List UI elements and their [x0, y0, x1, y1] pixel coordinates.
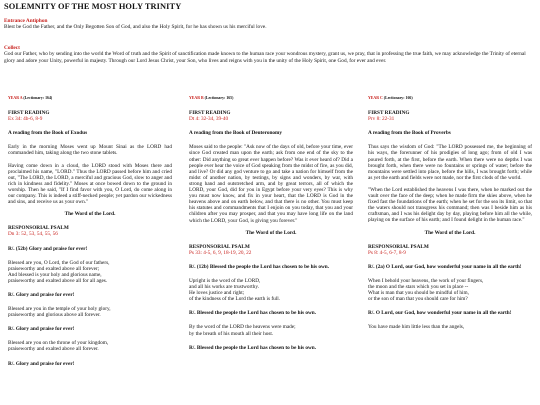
reading-paragraph: Thus says the wisdom of God: "The LORD possessed me, the beginning of his ways, the forerunner of his prodigies of long ago; from of old I was poured forth, at the first, before the earth. When there were no depths I was brought forth, when there were no fountains or springs of water; before the mountains were settled into place, before the hills, I was brought forth; while as yet the earth and fields were not made, nor the first clods of the world.	[368, 144, 532, 181]
psalm-line: and all his works are trustworthy.	[189, 284, 259, 291]
psalm-line: or the son of man that you should care for him?	[368, 296, 468, 303]
reading-column-3	[368, 95, 532, 405]
entrance-antiphon	[4, 18, 536, 31]
reading-paragraph: "When the Lord established the heavens I was there, when he marked out the vault over the face of the deep; when he made firm the skies above, when he fixed fast the foundations of the earth; when he set for the sea its limit, so that the waters should not transgress his command; then was I beside him as his craftsman, and I was his delight day by day, playing before him all the while, playing on the surface of his earth; and I found delight in the human race."	[368, 186, 532, 224]
psalm-response: R/. (52b) Glory and praise for ever!	[8, 245, 88, 252]
reading-intro: A reading from the Book of Exodus	[8, 130, 88, 137]
year-header	[368, 95, 532, 101]
psalm-response-repeat: R/. Glory and praise for ever!	[8, 291, 75, 298]
year-label: YEAR A	[8, 96, 23, 100]
first-reading-ref: Prv 8: 22-31	[368, 116, 395, 123]
psalm-response-repeat: R/. Glory and praise for ever!	[8, 326, 75, 333]
reading-paragraph: Having come down in a cloud, the LORD stood with Moses there and proclaimed his name, "LORD." Thus the LORD passed before him and cried out, "The LORD, the LORD, a merciful and gracious God, slow to anger and rich in kindness and fidelity." Moses at once bowed down to the ground in worship. Then he said, "If I find favor with you, O Lord, do come along in our company. This is indeed a stiff-necked people; yet pardon our wickedness and sins, and receive us as your own."	[8, 162, 172, 206]
psalm-response-repeat: R/. Blessed the people the Lord has chosen to be his own.	[189, 344, 317, 351]
psalm-line: What is man that you should be mindful of him,	[368, 290, 469, 297]
page-title: SOLEMNITY OF THE MOST HOLY TRINITY	[4, 2, 182, 11]
word-of-the-lord: The Word of the Lord.	[424, 229, 476, 236]
psalm-response: R/. (12b) Blessed the people the Lord has chosen to be his own.	[189, 263, 330, 270]
psalm-line: You have made him little less than the angels,	[368, 324, 465, 331]
psalm-line: By the word of the LORD the heavens were made;	[189, 324, 296, 331]
first-reading-label: FIRST READING	[368, 110, 410, 117]
psalm-ref: Ps 8: 4-5, 6-7, 8-9	[368, 249, 406, 256]
psalm-label: RESPONSORIAL PSALM	[8, 225, 69, 232]
first-reading-ref: Ex 34: 4b-6, 8-9	[8, 116, 43, 123]
psalm-line: Upright is the word of the LORD,	[189, 277, 261, 284]
psalm-stanza	[8, 306, 172, 318]
psalm-line: praiseworthy and exalted above all forever.	[8, 346, 99, 353]
psalm-line: the moon and the stars which you set in place --	[368, 283, 469, 290]
entrance-antiphon-label: Entrance Antiphon	[4, 18, 48, 24]
year-label: YEAR C	[368, 96, 383, 100]
psalm-response-repeat: R/. Blessed the people the Lord has chosen to be his own.	[189, 310, 317, 317]
first-reading-label: FIRST READING	[8, 110, 50, 117]
psalm-line: praiseworthy and exalted above all forever;	[8, 265, 100, 272]
reading-intro: A reading from the Book of Proverbs	[368, 130, 451, 137]
psalm-line: praiseworthy and exalted above all for all ages.	[8, 277, 108, 284]
psalm-stanza	[8, 260, 172, 284]
psalm-response-repeat: R/. O Lord, our God, how wonderful your name in all the earth!	[368, 310, 512, 317]
psalm-response: R/. (2a) O Lord, our God, how wonderful your name in all the earth!	[368, 263, 522, 270]
psalm-line: Blessed are you in the temple of your holy glory,	[8, 306, 111, 313]
first-reading-label: FIRST READING	[189, 110, 231, 117]
first-reading-ref: Dt 4: 32-34, 39-40	[189, 116, 229, 123]
psalm-stanza	[368, 278, 532, 302]
collect-label: Collect	[4, 45, 20, 51]
psalm-line: by the breath of his mouth all their host.	[189, 330, 274, 337]
reading-paragraph: Early in the morning Moses went up Mount Sinai as the LORD had commanded him, taking along the two stone tablets.	[8, 144, 172, 157]
psalm-response-repeat: R/. Glory and praise for ever!	[8, 360, 75, 367]
psalm-line: He loves justice and right;	[189, 290, 245, 297]
entrance-antiphon-text: Blest be God the Father, and the Only Begotten Son of God, and also the Holy Spirit, for he has shown us his merciful love.	[4, 24, 267, 31]
word-of-the-lord: The Word of the Lord.	[245, 229, 297, 236]
psalm-label: RESPONSORIAL PSALM	[189, 243, 250, 250]
reading-column-2	[189, 95, 353, 405]
psalm-ref: Ps 33: 4-5, 6, 9, 18-19, 20, 22	[189, 249, 252, 256]
lectionary-number: (Lectionary: 164)	[23, 96, 53, 100]
psalm-line: Blessed are you, O Lord, the God of our fathers,	[8, 259, 110, 266]
psalm-line: Blessed are you on the throne of your kingdom,	[8, 340, 109, 347]
reading-intro: A reading from the Book of Deuteronomy	[189, 130, 283, 137]
year-header	[8, 95, 172, 101]
reading-column-1	[8, 95, 172, 405]
word-of-the-lord: The Word of the Lord.	[64, 211, 116, 218]
psalm-line: praiseworthy and glorious above all forever.	[8, 312, 101, 319]
collect-text: God our Father, who by sending into the world the Word of truth and the Spirit of sanctification made known to the human race your wondrous mystery, grant us, we pray, that in professing the true faith, we may acknowledge the Trinity of eternal glory and adore your Unity, powerful in majesty. Through our Lord Jesus Christ, your Son, who lives and reigns with you in the unity of the Holy Spirit, one God, for ever and ever.	[4, 51, 526, 64]
psalm-line: When I behold your heavens, the work of your fingers,	[368, 277, 484, 284]
psalm-line: of the kindness of the Lord the earth is full.	[189, 296, 280, 303]
lectionary-number: (Lectionary: 165)	[204, 96, 234, 100]
psalm-stanza	[8, 340, 172, 352]
psalm-line: And blessed is your holy and glorious name,	[8, 271, 102, 278]
collect	[4, 45, 536, 64]
psalm-label: RESPONSORIAL PSALM	[368, 243, 429, 250]
lectionary-number: (Lectionary: 166)	[383, 96, 413, 100]
psalm-stanza	[189, 278, 353, 302]
reading-paragraph: Moses said to the people: "Ask now of the days of old, before your time, ever since God created man upon the earth; ask from one end of the sky to the other: Did anything so great ever happen before? Was it ever heard of? Did a people ever hear the voice of God speaking from the midst of fire, as you did, and live? Or did any god venture to go and take a nation for himself from the midst of another nation, by testings, by signs and wonders, by war, with strong hand and outstretched arm, and by great terrors, all of which the LORD, your God, did for you in Egypt before your very eyes? This is why you must now know, and fix in your heart, that the LORD is God in the heavens above and on earth below, and that there is no other. You must keep his statutes and commandments that I enjoin on you today, that you and your children after you may prosper, and that you may have long life on the land which the LORD, your God, is giving you forever."	[189, 144, 353, 224]
year-header	[189, 95, 353, 101]
psalm-ref: Dn 3: 52, 53, 54, 55, 56	[8, 231, 58, 238]
year-label: YEAR B	[189, 96, 204, 100]
psalm-stanza	[189, 324, 353, 336]
